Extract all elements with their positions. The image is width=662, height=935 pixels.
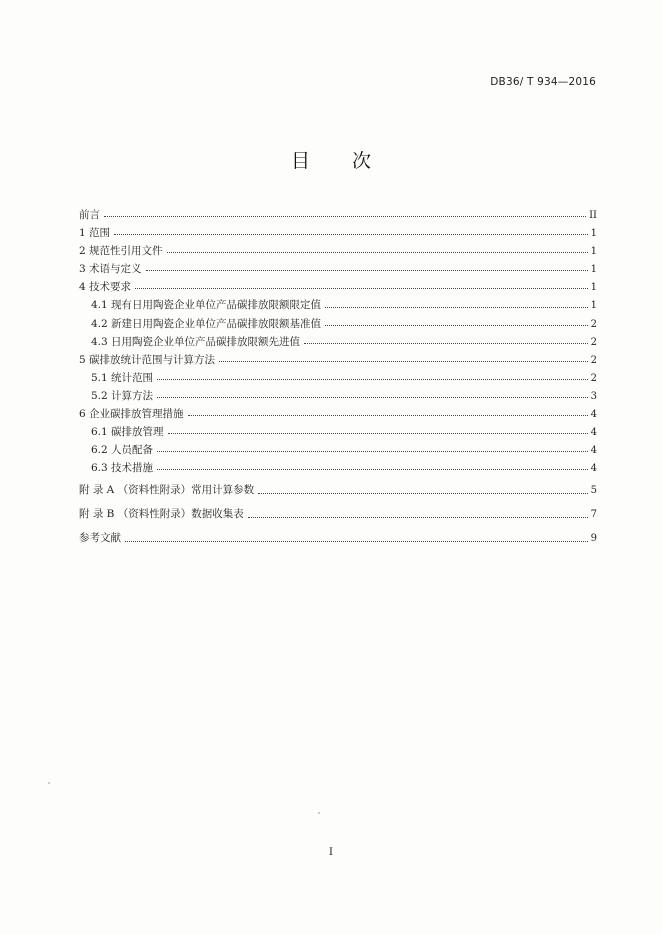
toc-entry[interactable]	[79, 423, 597, 441]
toc-entry-page: 2	[590, 354, 597, 366]
toc-entry-label: 3 术语与定义	[79, 260, 144, 278]
scan-speck	[48, 782, 50, 784]
toc-entry-page: 2	[590, 372, 597, 384]
toc-entry-label: 6.3 技术措施	[91, 459, 155, 477]
toc-entry[interactable]	[79, 315, 597, 333]
toc-entry-label: 6 企业碳排放管理措施	[79, 405, 186, 423]
toc-entry-label: 6.2 人员配备	[91, 441, 155, 459]
toc-entry-label: 6.1 碳排放管理	[91, 423, 166, 441]
toc-entry-page: 3	[590, 390, 597, 402]
toc-entry-label: 参考文献	[79, 529, 123, 547]
toc-entry[interactable]	[79, 369, 597, 387]
toc-leader-dots	[325, 324, 588, 326]
toc-entry-label: 4 技术要求	[79, 278, 133, 296]
document-code: DB36/ T 934—2016	[490, 76, 596, 88]
toc-entry[interactable]	[79, 405, 597, 423]
toc-entry-label: 5.1 统计范围	[91, 369, 155, 387]
toc-leader-dots	[157, 378, 588, 380]
toc-entry-page: 1	[590, 246, 597, 258]
toc-entry-label: 2 规范性引用文件	[79, 242, 165, 260]
toc-leader-dots	[157, 468, 588, 470]
toc-entry-label: 附 录 A （资料性附录）常用计算参数	[79, 481, 256, 499]
toc-leader-dots	[157, 396, 588, 398]
toc-leader-dots	[325, 306, 588, 308]
toc-entry-page: II	[589, 210, 597, 221]
toc-entry[interactable]	[79, 481, 597, 501]
toc-leader-dots	[104, 215, 586, 217]
toc-leader-dots	[168, 432, 588, 434]
toc-entry[interactable]	[79, 242, 597, 260]
toc-entry-page: 2	[590, 336, 597, 348]
toc-entry[interactable]	[79, 387, 597, 405]
toc-entry-label: 4.2 新建日用陶瓷企业单位产品碳排放限额基准值	[91, 315, 323, 333]
toc-entry[interactable]	[79, 351, 597, 369]
toc-title: 目 次	[290, 150, 390, 172]
toc-entry[interactable]	[79, 459, 597, 477]
toc-entry-page: 1	[590, 264, 597, 276]
toc-leader-dots	[135, 287, 588, 289]
toc-entry-label: 附 录 B （资料性附录）数据收集表	[79, 505, 246, 523]
toc-entry-label: 前言	[79, 206, 102, 224]
toc-entry[interactable]	[79, 224, 597, 242]
toc-leader-dots	[304, 342, 588, 344]
toc-entry[interactable]	[79, 529, 597, 549]
toc-entry[interactable]	[79, 333, 597, 351]
page-number: I	[328, 846, 334, 858]
toc-leader-dots	[157, 450, 588, 452]
toc-entry-label: 1 范围	[79, 224, 112, 242]
toc-leader-dots	[219, 360, 588, 362]
toc-entry-page: 1	[590, 282, 597, 294]
toc-entry[interactable]	[79, 296, 597, 314]
toc-leader-dots	[114, 233, 588, 235]
toc-entry-page: 4	[590, 427, 597, 439]
toc-entry-page: 4	[590, 409, 597, 421]
toc-entry-page: 9	[590, 533, 597, 545]
toc-entry[interactable]	[79, 206, 597, 224]
toc-leader-dots	[258, 492, 588, 494]
toc-leader-dots	[125, 540, 588, 542]
toc-leader-dots	[167, 251, 588, 253]
toc-entry-label: 5.2 计算方法	[91, 387, 155, 405]
toc-leader-dots	[146, 269, 588, 271]
toc-entry[interactable]	[79, 505, 597, 525]
toc-entry-label: 5 碳排放统计范围与计算方法	[79, 351, 217, 369]
toc-entry-page: 7	[590, 509, 597, 521]
toc-entry[interactable]	[79, 441, 597, 459]
toc-entry[interactable]	[79, 278, 597, 296]
scan-speck	[318, 812, 320, 814]
toc-leader-dots	[248, 516, 588, 518]
toc-entry-page: 4	[590, 445, 597, 457]
toc-entry[interactable]	[79, 260, 597, 278]
table-of-contents	[79, 206, 597, 549]
toc-entry-page: 1	[590, 300, 597, 312]
toc-entry-page: 5	[590, 485, 597, 497]
toc-entry-page: 4	[590, 463, 597, 475]
toc-entry-page: 2	[590, 318, 597, 330]
toc-entry-label: 4.3 日用陶瓷企业单位产品碳排放限额先进值	[91, 333, 302, 351]
toc-entry-label: 4.1 现有日用陶瓷企业单位产品碳排放限额限定值	[91, 296, 323, 314]
toc-leader-dots	[188, 414, 588, 416]
toc-entry-page: 1	[590, 228, 597, 240]
